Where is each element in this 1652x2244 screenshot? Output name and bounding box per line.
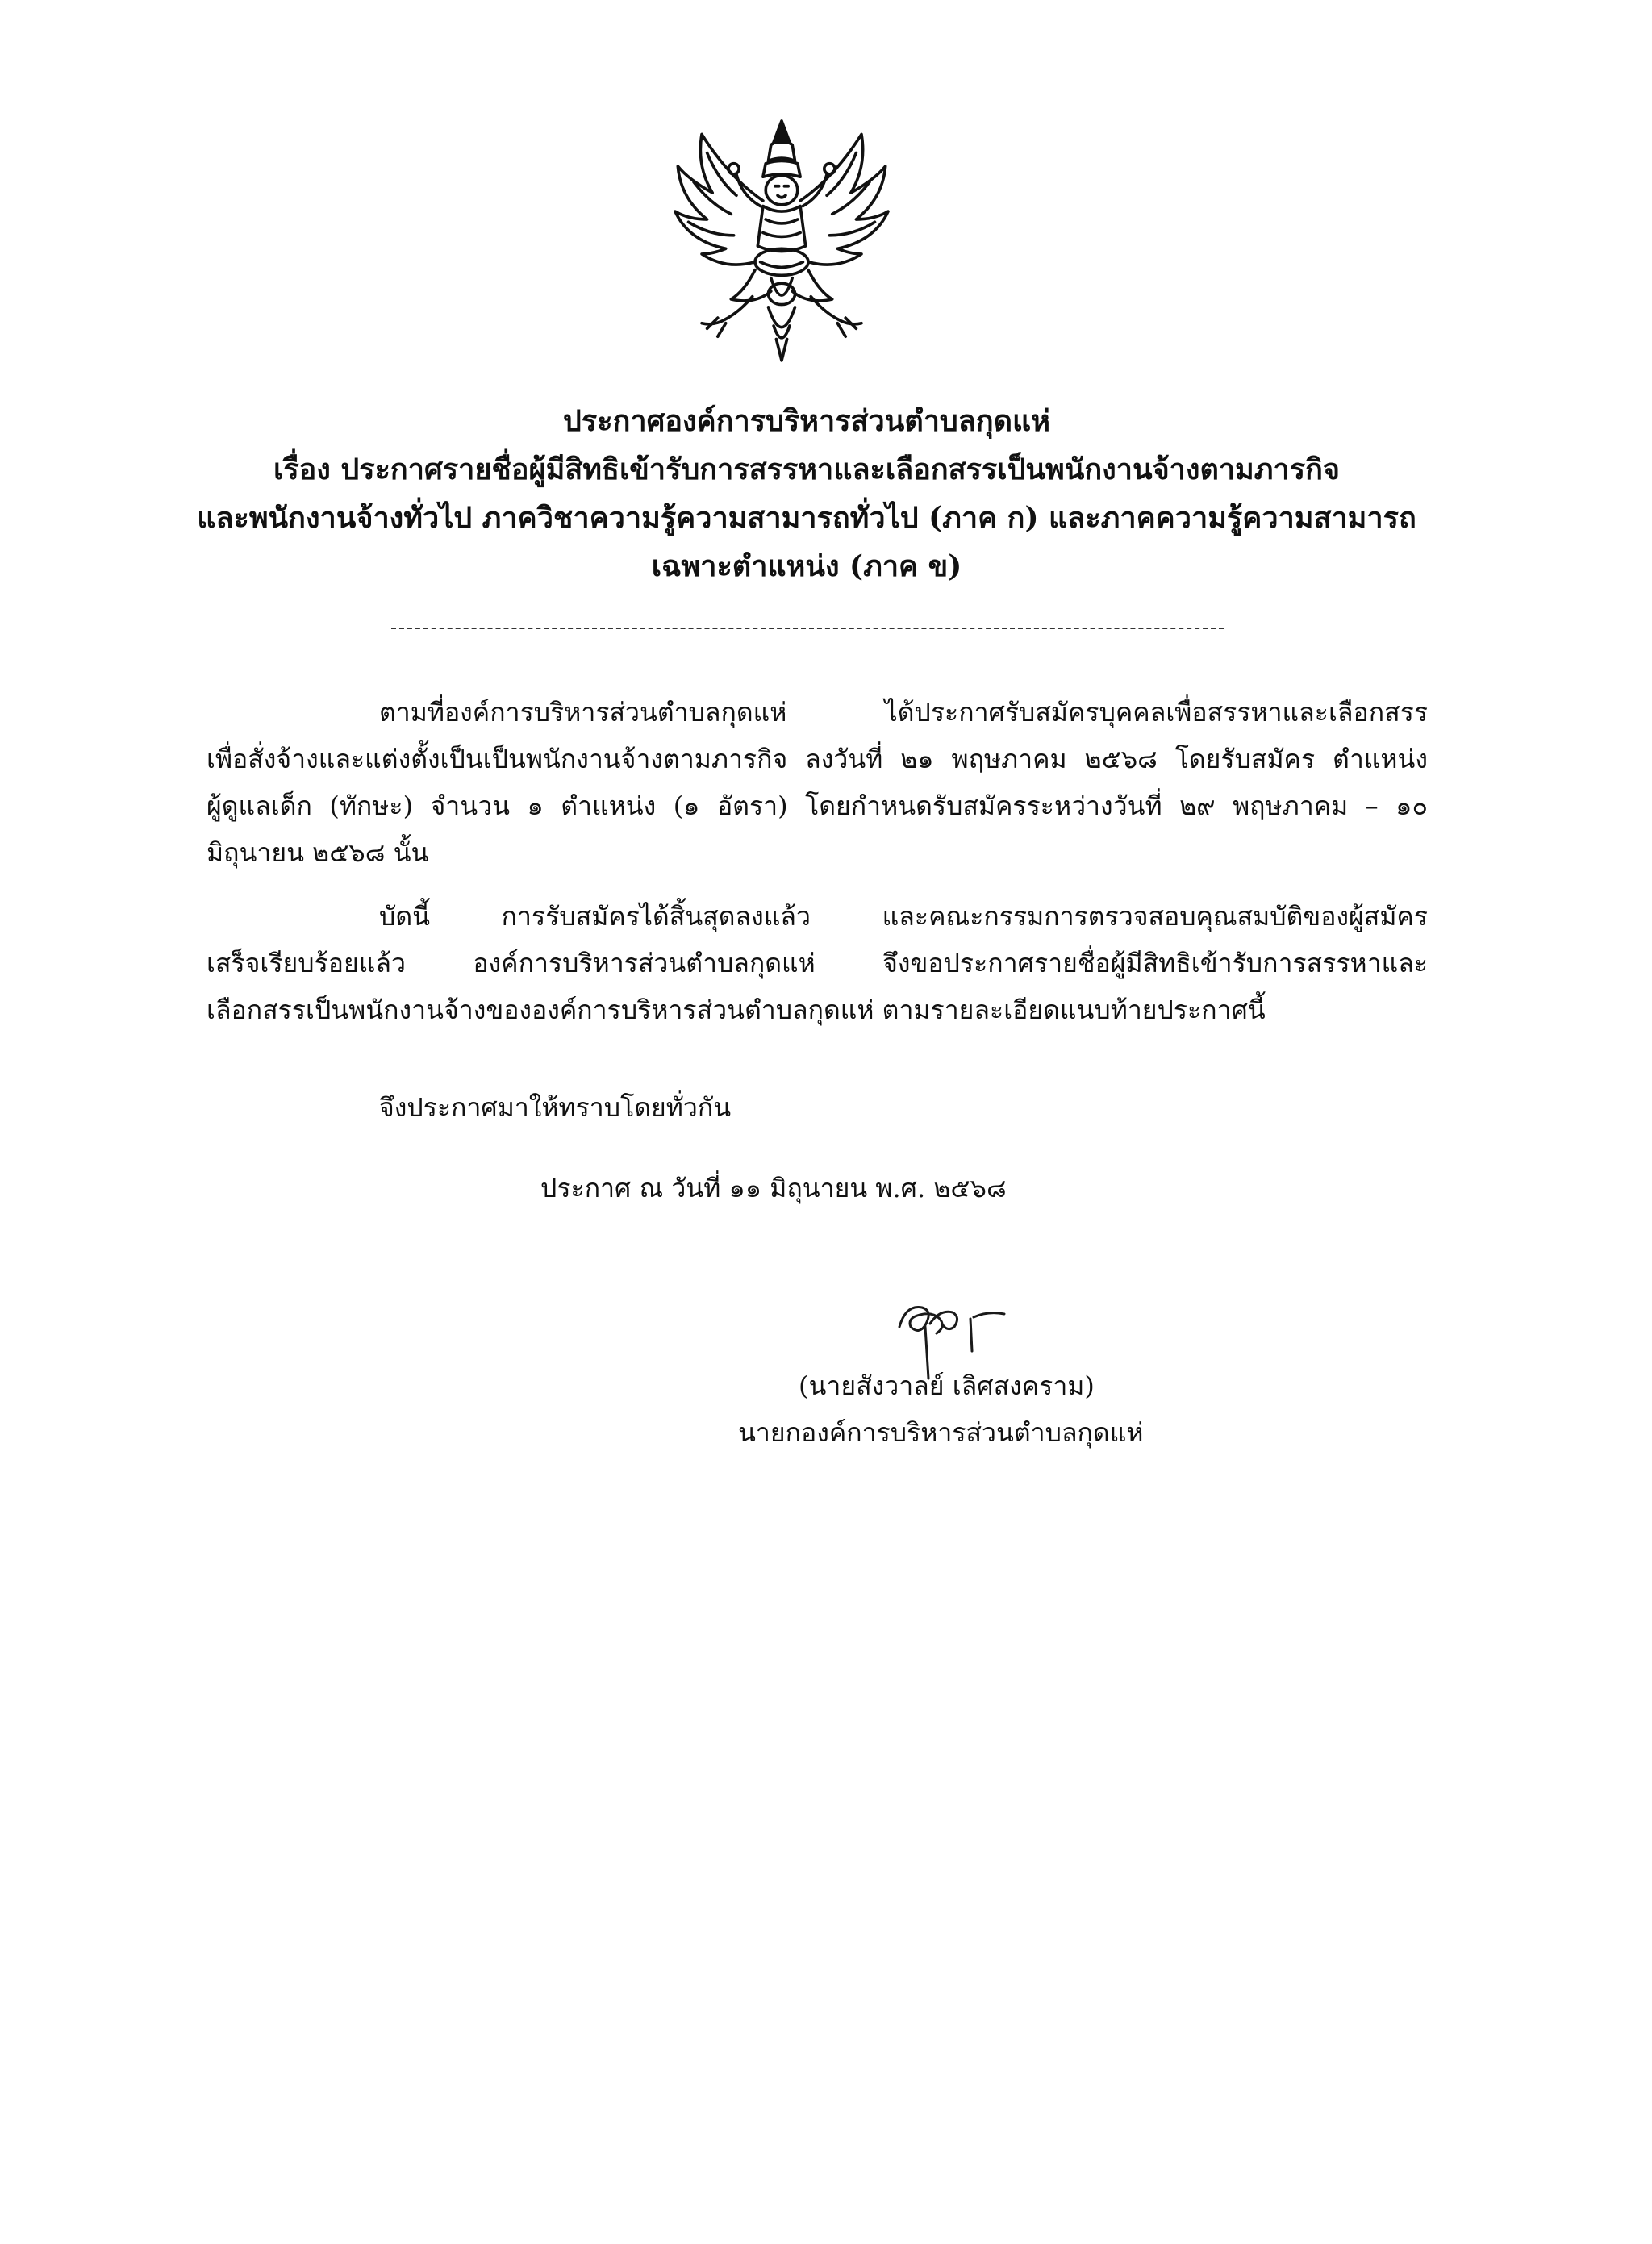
announcement-title: ประกาศองค์การบริหารส่วนตำบลกุดแห่ xyxy=(563,404,1050,438)
closing-statement: จึงประกาศมาให้ทราบโดยทั่วกัน xyxy=(379,1092,732,1123)
paragraph-1-line-4: มิถุนายน ๒๕๖๘ นั้น xyxy=(206,837,429,868)
subject-line-continued: และพนักงานจ้างทั่วไป ภาควิชาความรู้ความสามารถทั่วไป (ภาค ก) และภาคความรู้ความสามารถ xyxy=(197,501,1416,535)
signatory-position: นายกองค์การบริหารส่วนตำบลกุดแห่ xyxy=(738,1417,1144,1448)
announcement-date: ประกาศ ณ วันที่ ๑๑ มิถุนายน พ.ศ. ๒๕๖๘ xyxy=(540,1173,1007,1203)
subject-line-end: เฉพาะตำแหน่ง (ภาค ข) xyxy=(651,549,962,583)
paragraph-2-line-1: บัดนี้ การรับสมัครได้สิ้นสุดลงแล้ว และคณะกรรมการตรวจสอบคุณสมบัติของผู้สมัคร xyxy=(379,901,1428,932)
paragraph-1-line-3: ผู้ดูแลเด็ก (ทักษะ) จำนวน ๑ ตำแหน่ง (๑ อัตรา) โดยกำหนดรับสมัครระหว่างวันที่ ๒๙ พฤษภาคม – ๑๐ xyxy=(206,790,1428,821)
paragraph-2-line-3: เลือกสรรเป็นพนักงานจ้างขององค์การบริหารส่วนตำบลกุดแห่ ตามรายละเอียดแนบท้ายประกาศนี้ xyxy=(206,995,1266,1025)
dashed-divider xyxy=(391,628,1224,629)
paragraph-1-line-1: ตามที่องค์การบริหารส่วนตำบลกุดแห่ ได้ประกาศรับสมัครบุคคลเพื่อสรรหาและเลือกสรร xyxy=(379,697,1428,728)
signatory-name: (นายสังวาลย์ เลิศสงคราม) xyxy=(799,1370,1095,1401)
subject-line: เรื่อง ประกาศรายชื่อผู้มีสิทธิเข้ารับการสรรหาและเลือกสรรเป็นพนักงานจ้างตามภารกิจ xyxy=(273,453,1340,486)
garuda-emblem-icon xyxy=(649,113,915,379)
paragraph-2-line-2: เสร็จเรียบร้อยแล้ว องค์การบริหารส่วนตำบลกุดแห่ จึงขอประกาศรายชื่อผู้มีสิทธิเข้ารับการสรรหาและ xyxy=(206,948,1428,978)
paragraph-1-line-2: เพื่อสั่งจ้างและแต่งตั้งเป็นเป็นพนักงานจ้างตามภารกิจ ลงวันที่ ๒๑ พฤษภาคม ๒๕๖๘ โดยรับสมัคร ตำแหน่ง xyxy=(206,744,1428,774)
